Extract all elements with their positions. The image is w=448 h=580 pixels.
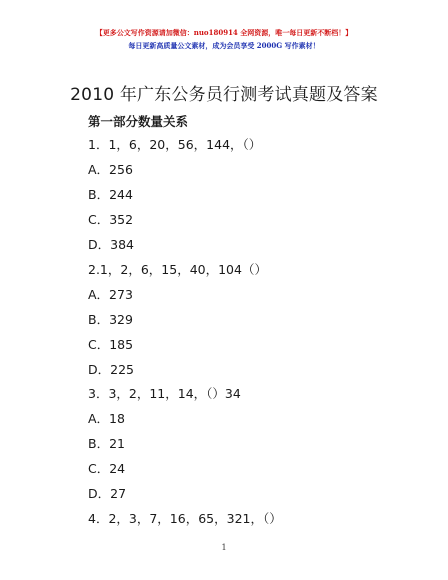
question-1-stem: 1．1，6，20，56，144，（）: [88, 137, 262, 152]
page-number: 1: [221, 543, 227, 552]
question-2-option-b: B．329: [88, 312, 133, 327]
question-3-option-a: A．18: [88, 411, 125, 426]
document-title: 2010 年广东公务员行测考试真题及答案: [70, 85, 378, 105]
question-3-option-d: D．27: [88, 486, 127, 501]
question-2-option-a: A．273: [88, 287, 133, 302]
question-3-option-c: C．24: [88, 461, 126, 476]
question-2-option-d: D．225: [88, 362, 134, 377]
question-3-option-b: B．21: [88, 436, 125, 451]
promo-banner-line-2: 每日更新高质量公文素材，成为会员享受 2000G 写作素材！: [128, 41, 320, 50]
section-heading: 第一部分数量关系: [88, 114, 189, 129]
question-2-stem: 2.1，2，6，15，40，104（）: [88, 262, 267, 277]
question-2-option-c: C．185: [88, 337, 134, 352]
question-4-stem: 4．2，3，7，16，65，321，（）: [88, 511, 282, 526]
question-1-option-a: A．256: [88, 162, 133, 177]
promo-banner-line-1: 【更多公文写作资源请加微信：nuo180914 全网资源，唯一每日更新不断档！】: [95, 28, 353, 37]
question-1-option-c: C．352: [88, 212, 134, 227]
question-3-stem: 3．3，2，11，14，（）34: [88, 386, 241, 401]
question-1-option-d: D．384: [88, 237, 134, 252]
question-1-option-b: B．244: [88, 187, 133, 202]
